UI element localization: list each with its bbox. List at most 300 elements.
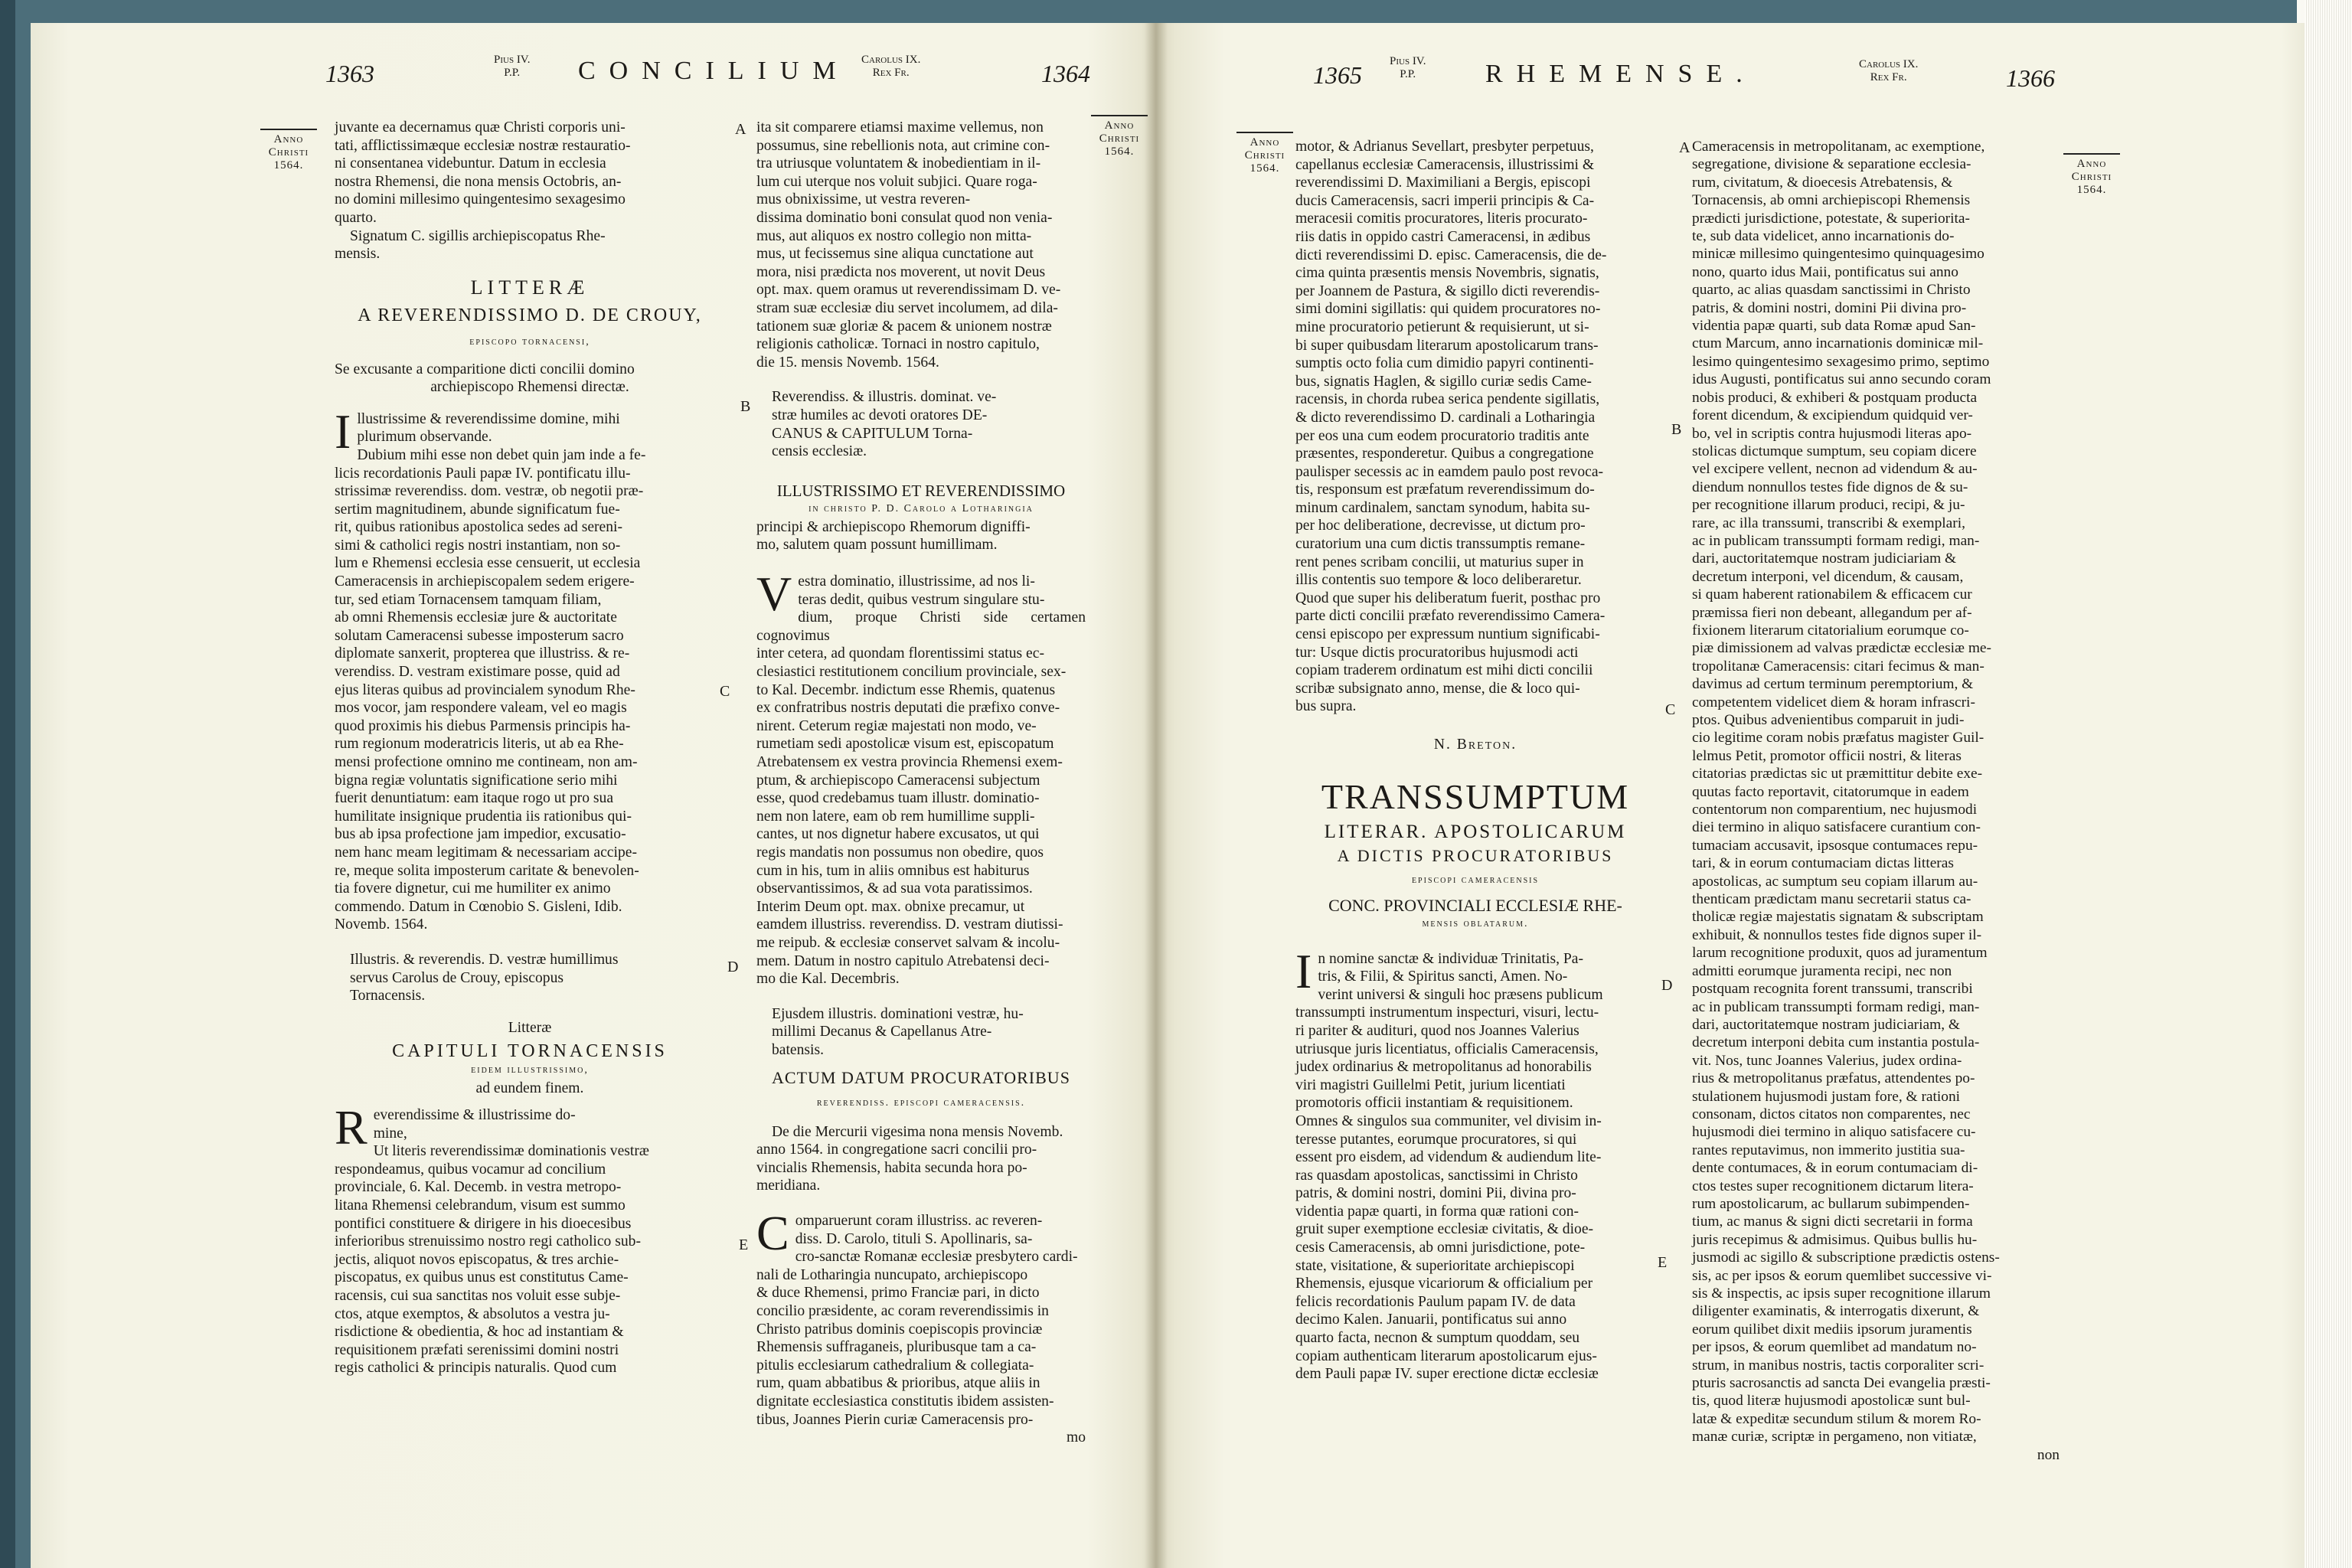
text-line: præmissa fieri non debeant, allegandum per af- [1692, 604, 1972, 621]
text-line: motor, & Adrianus Sevellart, presbyter perpetuus, [1295, 139, 1594, 155]
text-line: regis catholici & principis naturalis. Quod cum [335, 1360, 617, 1377]
text-line: promotoris officii instantiam & requisitionem. [1295, 1095, 1573, 1112]
text-line: nostra Rhemensi, die nona mensis Octobris, an- [335, 173, 622, 190]
text-line: ptum, & archiepiscopo Cameracensi subjectum [756, 772, 1040, 789]
text-line: piæ dimissionem ad valvas prædictæ ecclesiæ me- [1692, 640, 1991, 657]
text-line: meridiana. [756, 1178, 821, 1194]
text-line: vit. Nos, tunc Joannes Valerius, judex ordina- [1692, 1052, 1962, 1069]
summary-line: archiepiscopo Rhemensi directæ. [430, 379, 629, 396]
text-line: te, sub data videlicet, anno incarnationis do- [1692, 228, 1955, 245]
text-line: per hoc deliberatione, decrevisse, ut dictum pro- [1295, 518, 1586, 534]
text-line: idus Augusti, pontificatus sui anno secundo coram [1692, 371, 1991, 388]
text-line: stolicas dictumque sumptum, seu copiam dicere [1692, 443, 1977, 459]
text-line: tropolitanæ Cameracensis: citari fecimus & man- [1692, 658, 1984, 675]
text-line: mensi profectione omnino me contineam, non am- [335, 754, 638, 770]
text-line: postquam recognita forent transsumi, transcribi [1692, 981, 1973, 998]
section-heading: CAPITULI TORNACENSIS [392, 1041, 668, 1062]
text-line: rent penes scribam concilii, ut maturius super in [1295, 554, 1584, 570]
letter-body [756, 1206, 1086, 1447]
text-line: Dubium mihi esse non debet quin jam inde a fe- [357, 446, 646, 463]
text-line: diss. D. Carolo, tituli S. Apollinaris, sa- [795, 1230, 1033, 1247]
text-line: rit, quibus rationibus apostolica sedes ad sereni- [335, 519, 623, 536]
text-line: ac in publicam transsumpti formam redigi, man- [1692, 998, 1980, 1015]
text-line: principi & archiepiscopo Rhemorum digniffi- [756, 518, 1031, 535]
text-line: nali de Lotharingia nuncupato, archiepiscopo [756, 1266, 1028, 1283]
text-line: patris, & domini nostri, domini Pii divina pro- [1692, 299, 1967, 316]
text-line: quutas facto reportavit, citatorumque in eadem [1692, 783, 1969, 800]
text-line: decimo Kalen. Januarii, pontificatus sui anno [1295, 1312, 1567, 1328]
text-line: Novemb. 1564. [335, 916, 428, 933]
text-line: hujusmodi diei termino in aliquo satisfacere cu- [1692, 1124, 1976, 1141]
text-line: llustrissime & reverendissime domine, mihi [357, 410, 620, 427]
text-line: nem non latere, eam ob rem humillime suppli- [756, 808, 1035, 825]
subscription-line: Reverendiss. & illustris. dominat. ve- [772, 389, 997, 406]
text-line: consonam, dictos citatos non comparentes, nec [1692, 1106, 1971, 1122]
text-line: ex confratribus nostris deputati die præfixo conve- [756, 700, 1060, 717]
text-line: ab omni Rhemensis ecclesiæ jure & auctoritate [335, 609, 617, 626]
fore-edge [2305, 0, 2352, 1568]
text-line: bigna regiæ voluntatis significatione serio mihi [335, 772, 618, 789]
text-line: essent pro eisdem, ad videndum & audiendum lite- [1295, 1149, 1602, 1166]
text-line: tur, sed etiam Tornacensem tamquam filiam, [335, 591, 602, 608]
section-heading: ILLUSTRISSIMO ET REVERENDISSIMO [776, 481, 1066, 500]
text-line: viri magistri Guillelmi Petit, jurium licentiati [1295, 1076, 1566, 1093]
subscription-line: Ejusdem illustris. dominationi vestræ, hu- [772, 1005, 1024, 1022]
pope-heading [494, 54, 530, 80]
text-line: simi domini sigillatis: qui quidem procuratores no- [1295, 301, 1601, 318]
margin-letter: C [720, 683, 730, 700]
text-line: forent dicendum, & excipiendum quidquid ver- [1692, 407, 1973, 424]
text-line: die 15. mensis Novemb. 1564. [756, 354, 939, 371]
text-line: Omnes & singulos sua communiter, vel divisim in- [1295, 1112, 1602, 1129]
text-line: mo die Kal. Decembris. [756, 971, 900, 988]
text-line: dium, proque Christi side certamen cognovimus [756, 609, 1086, 644]
text-line: opt. max. quem oramus ut reverendissimam D. ve- [756, 282, 1061, 299]
text-line: mus, ut fecissemus sine aliqua cunctatione aut [756, 246, 1034, 263]
text-line: concilio præsidente, ac coram reverendissimis in [756, 1303, 1049, 1320]
text-line: anno 1564. in congregatione sacri concilii pro- [756, 1142, 1037, 1158]
catchword: mo [1066, 1429, 1086, 1446]
section-subheading: in christo P. D. Carolo a Lotharingia [808, 503, 1034, 515]
anno-marginal-right [1091, 115, 1148, 158]
pope-name: Pius IV. [494, 54, 531, 66]
text-line: si quam haberent rationabilem & efficacem cur [1692, 586, 1972, 603]
anno-year: 1564. [2076, 184, 2107, 196]
text-line: per ipsos, & eorum quemlibet ad mandatum no- [1692, 1339, 1977, 1356]
text-line: nono, quarto idus Maii, pontificatus sui anno [1692, 263, 1958, 280]
text-line: teresse putantes, eorumque procuratores, si qui [1295, 1131, 1577, 1148]
text-line: sis & inspectis, ac ipsis super recognitione illarum [1692, 1285, 1991, 1302]
left-column-2 [756, 119, 1086, 1447]
text-line: bus ab ipsa profectione jam impedior, excusatio- [335, 826, 626, 843]
letter-body [1295, 943, 1655, 1383]
text-line: ejus literas quibus ad provincialem synodum Rhe- [335, 681, 635, 698]
catchword: non [2037, 1446, 2060, 1463]
margin-letter: A [735, 121, 746, 138]
text-line: apostolicas, ac sumptum seu copiam illarum au- [1692, 873, 1978, 890]
text-line: diplomate sanxerit, propterea que illustriss. & re- [335, 645, 630, 662]
text-line: dente contumaces, & in eorum contumaciam di- [1692, 1160, 1978, 1177]
text-line: tris, & Filii, & Spiritus sancti, Amen. No- [1318, 969, 1568, 985]
text-line: estra dominatio, illustrissime, ad nos li- [798, 573, 1035, 590]
page-number: 1366 [2006, 64, 2055, 92]
text-line: prædicti jurisdictione, potestate, & superiorita- [1692, 210, 1970, 227]
text-line: minicæ millesimo quingentesimo quinquagesimo [1692, 246, 1984, 263]
text-line: bus supra. [1295, 698, 1357, 715]
text-line: ducis Cameracensis, sacri imperii principis & Ca- [1295, 192, 1595, 209]
text-line: rius & metropolitanus præfatus, attendentes po- [1692, 1070, 1975, 1087]
text-line: quarto, ac alias quasdam sanctissimi in Christo [1692, 282, 1971, 299]
text-line: ctum Marcum, anno incarnationis dominicæ mil- [1692, 335, 1984, 352]
text-line: mine, [373, 1125, 407, 1142]
text-line: Tornacensis, ab omni archiepiscopi Rhemensis [1692, 192, 1971, 209]
text-line: tur: Usque dictis procuratoribus hujusmodi acti [1295, 644, 1579, 661]
text-line: stulationem hujusmodi justam fore, & rationi [1692, 1088, 1961, 1105]
text-line: dicti reverendissimi D. episc. Cameracensis, die de- [1295, 247, 1607, 263]
text-line: tis, responsum est præfatum reverendissimum do- [1295, 482, 1595, 498]
text-line: ni consentanea videbuntur. Datum in ecclesia [335, 155, 606, 172]
text-line: eamdem illustriss. reverendiss. D. vestram diutissi- [756, 916, 1063, 933]
text-line: mus obnixissime, ut vestra reveren- [756, 191, 971, 208]
text-line: provinciale, 6. Kal. Decemb. in vestra metropo- [335, 1179, 622, 1196]
signatum-line: Signatum C. sigillis archiepiscopatus Rhe- [350, 227, 606, 244]
right-page [1156, 23, 2305, 1568]
subscription-line: servus Carolus de Crouy, episcopus [350, 969, 564, 986]
text-line: parte dicti concilii præfato reverendissimo Camera- [1295, 608, 1606, 625]
letter-body [756, 567, 1086, 988]
text-line: verendiss. D. vestram existimare posse, quid ad [335, 664, 620, 681]
text-line: bus, signatis Haglen, & sigillo curiæ sedis Came- [1295, 373, 1592, 390]
text-line: ita sit comparere etiamsi maxime vellemus, non [756, 119, 1044, 136]
page-title: CONCILIUM [578, 57, 850, 85]
section-subheading: episcopo tornacensi, [469, 335, 590, 348]
section-heading: LITERAR. APOSTOLICARUM [1324, 821, 1627, 842]
left-column-1 [335, 119, 725, 1377]
text-line: citatorias prædictas sic ut præmittitur debite exe- [1692, 766, 1983, 782]
margin-letter: B [740, 398, 751, 415]
text-line: larum recognitione produxit, quos ad juramentum [1692, 945, 1988, 962]
king-heading [861, 54, 920, 80]
text-line: meracesii comitis procuratores, literis procurato- [1295, 211, 1588, 227]
text-line: cantes, ut nos dignetur habere excusatos, ut qui [756, 826, 1040, 843]
text-line: paulisper secessis ac in eamdem paulo post revoca- [1295, 463, 1604, 480]
text-line: tra utriusque voluntatem & inobedientiam in il- [756, 155, 1041, 172]
summary-line: Se excusante a comparitione dicti concilii domino [335, 361, 635, 377]
text-line: copiam traderem ordinatum est mihi dicti concilii [1295, 662, 1593, 679]
text-line: admitti eorumque juramenta recipi, nec non [1692, 962, 1952, 979]
text-line: illis contentis suo tempore & loco deliberaretur. [1295, 572, 1582, 589]
drop-cap: V [756, 567, 792, 622]
text-line: piscopatus, ex quibus unus est constitutus Came- [335, 1269, 629, 1286]
text-line: bo, vel in scriptis contra hujusmodi literas apo- [1692, 425, 1972, 442]
section-subheading: ad eundem finem. [475, 1080, 584, 1096]
text-line: to Kal. Decembr. indictum esse Rhemis, quatenus [756, 681, 1056, 698]
anno-word: Anno [1250, 136, 1280, 149]
text-line: solutam Cameracensi subesse imposterum sacro [335, 627, 624, 644]
anno-word: Anno [1104, 119, 1135, 132]
text-line: omparuerunt coram illustriss. ac reveren- [795, 1213, 1043, 1230]
text-line: humilitate insignique prudentia iis rationibus qui- [335, 808, 632, 825]
margin-letter: E [1658, 1254, 1668, 1271]
text-line: tis, quod literæ hujusmodi apostolicæ sunt bul- [1692, 1393, 1971, 1410]
text-line: respondeamus, quibus vocamur ad concilium [335, 1161, 606, 1178]
margin-letter: C [1665, 701, 1676, 718]
anno-marginal-left [1236, 132, 1293, 175]
letter-body [335, 403, 725, 934]
anno-word: Anno [2076, 158, 2107, 170]
section-subheading: mensis oblatarum. [1422, 917, 1529, 929]
text-line: rantes reputavimus, non immerito justitia sua- [1692, 1142, 1965, 1158]
text-line: thenticam prædictam manu secretarii status ca- [1692, 891, 1971, 908]
text-line: juris recepimus & admisimus. Quibus bullis hu- [1692, 1231, 1978, 1248]
text-line: manæ curiæ, scriptæ in pergameno, non vitiatæ, [1692, 1429, 1977, 1446]
text-line: diendum nonnullos testes fide dignos de & su- [1692, 479, 1968, 495]
drop-cap: R [335, 1100, 368, 1155]
text-line: sertim magnitudinem, abunde significatum fue- [335, 501, 620, 518]
section-title: TRANSSUMPTUM [1321, 776, 1630, 816]
text-line: competentem videlicet diem & horam infrascri- [1692, 694, 1975, 710]
text-line: reverendissimi D. Maximiliani a Bergis, episcopi [1295, 175, 1591, 191]
text-line: decretum interponi, vel dicendum, & causam, [1692, 568, 1964, 585]
text-line: me reipub. & ecclesiæ conservet salvam & incolu- [756, 934, 1060, 951]
text-line: regis mandatis non possumus non obedire, quos [756, 844, 1044, 861]
text-line: præsentes, responderetur. Quibus a congregatione [1295, 446, 1594, 462]
text-line: cesis Cameracensis, ab omni jurisdictione, pote- [1295, 1240, 1586, 1256]
text-line: everendissime & illustrissime do- [373, 1107, 576, 1124]
text-line: vel excipere vellent, necnon ad videndum & au- [1692, 461, 1978, 478]
margin-letter: A [1679, 139, 1690, 156]
text-line: dissima dominatio boni consulat quod non venia- [756, 209, 1053, 226]
text-line: videntia papæ quarti, sub data Romæ apud San- [1692, 318, 1976, 335]
text-line: stram suæ ecclesiæ diu servet incolumem, ad dila- [756, 299, 1058, 316]
text-line: state, visitatione, & superioritate archiepiscopi [1295, 1257, 1575, 1274]
section-subheading: reverendiss. episcopi cameracensis. [816, 1097, 1026, 1109]
text-line: rum regionum moderatricis literis, ut ab ea Rhe- [335, 736, 624, 753]
text-line: ctos, atque exemptos, & absolutos a vestra ju- [335, 1305, 610, 1322]
text-line: inferioribus strenuissimo nostro regi catholico sub- [335, 1233, 641, 1250]
text-line: tati, afflictissimæque ecclesiæ nostræ restauratio- [335, 137, 631, 154]
text-line: tia fovere dignetur, cui me humiliter ex animo [335, 880, 611, 897]
subscription-line: batensis. [772, 1041, 825, 1058]
section-heading: A DICTIS PROCURATORIBUS [1337, 846, 1614, 866]
section-heading: LITTERÆ [470, 276, 590, 299]
text-line: racensis, in chorda rubea serica pendente sigillatis, [1295, 391, 1600, 408]
text-line: felicis recordationis Paulum papam IV. de data [1295, 1293, 1576, 1310]
text-line: jusmodi ac sigillo & subscriptione prædictis ostens- [1692, 1250, 2000, 1266]
text-line: tibus, Joannes Pierin curiæ Cameracensis pro- [756, 1411, 1034, 1428]
text-line: De die Mercurii vigesima nona mensis Novemb. [772, 1123, 1063, 1140]
text-line: cima quinta præsentis mensis Novembris, signatis, [1295, 265, 1599, 282]
text-line: mos vocor, jam respondere valeam, vel eo magis [335, 700, 627, 717]
text-line: requisitionem præfati serenissimi domini nostri [335, 1341, 619, 1358]
text-line: dem Pauli papæ IV. super erectione dictæ ecclesiæ [1295, 1366, 1599, 1383]
anno-word: Anno [273, 133, 304, 145]
text-line: vincialis Rhemensis, habita secunda hora po- [756, 1159, 1027, 1176]
pope-name: Pius IV. [1390, 55, 1426, 67]
text-line: Cameracensis in metropolitanam, ac exemptione, [1692, 139, 1985, 155]
king-heading [1859, 58, 1918, 84]
text-line: lelmus Petit, promotor officii nostri, & literas [1692, 747, 1962, 764]
subscription-line: censis ecclesiæ. [772, 443, 867, 460]
text-line: davimus ad certum terminum peremptorium, & [1692, 676, 1974, 693]
christi-word: Christi [2071, 171, 2112, 183]
page-title: RHEMENSE. [1485, 60, 1756, 88]
text-line: & duce Rhemensi, primo Franciæ pari, in dicto [756, 1285, 1040, 1302]
text-line: per Joannem de Pastura, & sigillo dicti reverendis- [1295, 283, 1600, 299]
text-line: risdictione & obedientia, & hoc ad instantiam & [335, 1324, 624, 1341]
margin-letter: D [1661, 977, 1673, 994]
text-line: Christo patribus dominis coepiscopis provinciæ [756, 1321, 1043, 1338]
text-line: rum, quam abbatibus & prioribus, atque aliis in [756, 1375, 1040, 1392]
text-line: pontifici constituere & dirigere in his dioecesibus [335, 1215, 632, 1232]
text-line: inter cetera, ad quondam florentissimi status ec- [756, 645, 1044, 662]
text-line: tari, & in eorum contumaciam dictas litteras [1692, 855, 1954, 872]
text-line: scribæ subsignato anno, mense, die & loco qui- [1295, 680, 1580, 697]
drop-cap: C [756, 1206, 789, 1261]
signatum-line: mensis. [335, 246, 381, 263]
pope-heading [1390, 55, 1426, 81]
subscription-line: Tornacensis. [350, 988, 426, 1004]
text-line: nirent. Ceterum regiæ majestati non modo, ve- [756, 717, 1037, 734]
text-line: patris, & domini nostri, domini Pii, divina pro- [1295, 1185, 1576, 1202]
text-line: tholicæ regiæ majestatis signatam & subscriptam [1692, 909, 1984, 926]
text-line: ptos. Quibus advenientibus comparuit in judi- [1692, 712, 1965, 728]
text-line: utriusque juris licentiatus, officialis Cameracensis, [1295, 1040, 1599, 1057]
running-head-right [1156, 54, 2305, 107]
text-line: ctos testes super recognitionem dictarum litera- [1692, 1178, 1974, 1194]
king-name: Carolus IX. [861, 54, 921, 66]
section-heading: ACTUM DATUM PROCURATORIBUS [772, 1067, 1070, 1087]
section-subheading: episcopi cameracensis [1411, 874, 1540, 886]
text-line: pturis sacrosanctis ad sancta Dei evangelia præsti- [1692, 1375, 1991, 1392]
page-number: 1363 [325, 60, 374, 87]
text-line: quarto facta, necnon & sumptum quoddam, seu [1295, 1330, 1580, 1347]
text-line: licis recordationis Pauli papæ IV. pontificatu illu- [335, 465, 631, 482]
text-line: cro-sanctæ Romanæ ecclesiæ presbytero cardi- [795, 1249, 1078, 1266]
text-line: ac in publicam transsumpti formam redigi, man- [1692, 532, 1980, 549]
christi-word: Christi [268, 146, 309, 158]
text-line: teras dedit, quibus vestrum singulare stu- [798, 591, 1045, 608]
text-line: decretum interponi debita cum instantia postula- [1692, 1034, 1980, 1051]
text-line: fixionem literarum citatorialium eorumque co- [1692, 622, 1969, 639]
text-line: eorum quilibet dixit mediis ipsorum juramentis [1692, 1321, 1972, 1338]
text-line: sis, ac per ipsos & eorum quemlibet successive vi- [1692, 1267, 1992, 1284]
text-line: dari, auctoritatemque nostram judiciariam, & [1692, 1016, 1960, 1033]
text-line: nobis produci, & exhiberi & postquam producta [1692, 389, 1978, 406]
text-line: fuerit denuntiatum: eam itaque rogo ut pro sua [335, 790, 614, 807]
text-line: juvante ea decernamus quæ Christi corporis uni- [335, 119, 626, 136]
text-line: quod proximis his diebus Parmensis principis ha- [335, 717, 631, 734]
text-line: nem hanc meam legitimam & necessariam accipe- [335, 844, 637, 861]
anno-year: 1564. [273, 159, 304, 172]
running-head-left [31, 54, 1156, 107]
page-number: 1365 [1313, 61, 1362, 89]
text-line: commendo. Datum in Cœnobio S. Gisleni, Idib. [335, 898, 622, 915]
text-line: Ut literis reverendissimæ dominationis vestræ [373, 1143, 649, 1160]
text-line: rum, civitatum, & dioecesis Atrebatensis, & [1692, 174, 1953, 191]
text-line: clesiastici restitutionem concilium provinciale, sex- [756, 664, 1067, 681]
subscription-line: stræ humiles ac devoti oratores DE- [772, 407, 988, 423]
text-line: litana Rhemensi celebrandum, visum est summo [335, 1197, 626, 1214]
text-line: diei termino in aliquo satisfacere curantium con- [1692, 819, 1981, 836]
right-column-2 [1692, 138, 2060, 1464]
text-line: mus, aut aliquos ex nostro collegio non mitta- [756, 227, 1032, 244]
text-line: lesimo quingentesimo sexagesimo primo, septimo [1692, 353, 1990, 370]
text-line: per recognitione illarum produci, recipi, & ju- [1692, 497, 1965, 514]
text-line: possumus, sine rebellionis nota, aut crimine con- [756, 137, 1050, 154]
text-line: tumaciam accusavit, ipsosque contumaces repu- [1692, 837, 1978, 854]
subscription-line: Illustris. & reverendis. D. vestræ humillimus [350, 951, 619, 968]
text-line: cum in his, tum in aliis omnibus est habiturus [756, 862, 1030, 879]
page-number: 1364 [1041, 60, 1090, 87]
text-line: judex ordinarius & metropolitanus ad honorabilis [1295, 1059, 1592, 1076]
text-line: Cameracensis in archiepiscopalem sedem erigere- [335, 573, 635, 590]
text-line: re, meque solita imposterum caritate & benevolen- [335, 862, 639, 879]
pope-pp: P.P. [504, 67, 521, 79]
text-line: mem. Datum in nostro capitulo Atrebatensi deci- [756, 952, 1050, 969]
subscription-line: CANUS & CAPITULUM Torna- [772, 425, 973, 442]
text-line: transsumpti instrumentum inspecturi, visuri, lectu- [1295, 1004, 1599, 1021]
text-line: Quod que super his deliberatum fuerit, posthac pro [1295, 590, 1601, 606]
subscription-line: millimi Decanus & Capellanus Atre- [772, 1024, 992, 1040]
section-subheading: eidem illustrissimo, [471, 1063, 589, 1076]
text-line: latæ & expeditæ secundum stilum & morem Ro- [1692, 1410, 1981, 1427]
text-line: mine procuratorio petierunt & requisierunt, ut si- [1295, 318, 1589, 335]
drop-cap: I [1295, 943, 1312, 998]
king-rex: Rex Fr. [1870, 71, 1907, 83]
text-line: dignitate ecclesiastica constitutis ibidem assisten- [756, 1393, 1054, 1410]
text-line: plurimum observande. [357, 429, 492, 446]
text-line: strissimæ reverendiss. dom. vestræ, ob negotii præ- [335, 483, 644, 500]
book-gutter [1145, 23, 1168, 1568]
text-line: rumetiam sedi apostolicæ visum est, episcopatum [756, 736, 1054, 753]
margin-letter: B [1671, 421, 1682, 438]
section-heading: CONC. PROVINCIALI ECCLESIÆ RHE- [1328, 896, 1622, 916]
text-line: racensis, cui sua sanctitas nos voluit esse subje- [335, 1288, 621, 1305]
drop-cap: I [335, 403, 351, 459]
text-line: tium, ac manus & signi dicti secretarii in forma [1692, 1214, 1973, 1230]
text-line: & dicto reverendissimo D. cardinali a Lotharingia [1295, 409, 1596, 426]
section-heading: Litteræ [508, 1019, 552, 1036]
text-line: mo, salutem quam possunt humillimam. [756, 537, 998, 554]
text-line: copiam authenticam literarum apostolicarum ejus- [1295, 1348, 1597, 1364]
signature-name: N. Breton. [1433, 737, 1517, 753]
text-line: cio legitime coram nobis præfatus magister Guil- [1692, 730, 1984, 746]
text-line: mora, nisi prædicta nos moverent, ut novit Deus [756, 263, 1046, 280]
text-line: videntia papæ quarti, in forma quæ rationi con- [1295, 1203, 1579, 1220]
right-column-1 [1295, 138, 1655, 1383]
text-line: gruit super exemptione ecclesiæ civitatis, & dioe- [1295, 1221, 1594, 1238]
text-line: bi super quibusdam literarum apostolicarum trans- [1295, 337, 1599, 354]
text-line: Rhemensis, ejusque vicariorum & officialium per [1295, 1276, 1593, 1292]
text-line: n nomine sanctæ & individuæ Trinitatis, Pa- [1318, 950, 1584, 967]
text-line: lum e Rhemensi ecclesia esse censuerit, ut ecclesia [335, 555, 641, 572]
section-heading: A REVERENDISSIMO D. DE CROUY, [358, 305, 702, 326]
pope-pp: P.P. [1400, 68, 1416, 80]
text-line: strum, in manibus nostris, tactis corporaliter scri- [1692, 1357, 1984, 1374]
text-line: Atrebatensem ex vestra provincia Rhemensi exem- [756, 754, 1063, 770]
left-page [31, 23, 1156, 1568]
text-line: ras quasdam apostolicas, sanctissimi in Christo [1295, 1167, 1578, 1184]
anno-year: 1564. [1250, 162, 1280, 175]
text-line: rum apostolicarum, ac bullarum subimpenden- [1692, 1195, 1970, 1212]
anno-marginal-left [260, 129, 317, 172]
king-rex: Rex Fr. [872, 67, 910, 79]
text-line: exhibuit, & nonnullos testes fide dignos super il- [1692, 926, 1982, 943]
text-line: religionis catholicæ. Tornaci in nostro capitulo, [756, 336, 1040, 353]
text-line: Rhemensis suffraganeis, pluribusque tam a ca- [756, 1339, 1037, 1356]
christi-word: Christi [1099, 132, 1140, 145]
